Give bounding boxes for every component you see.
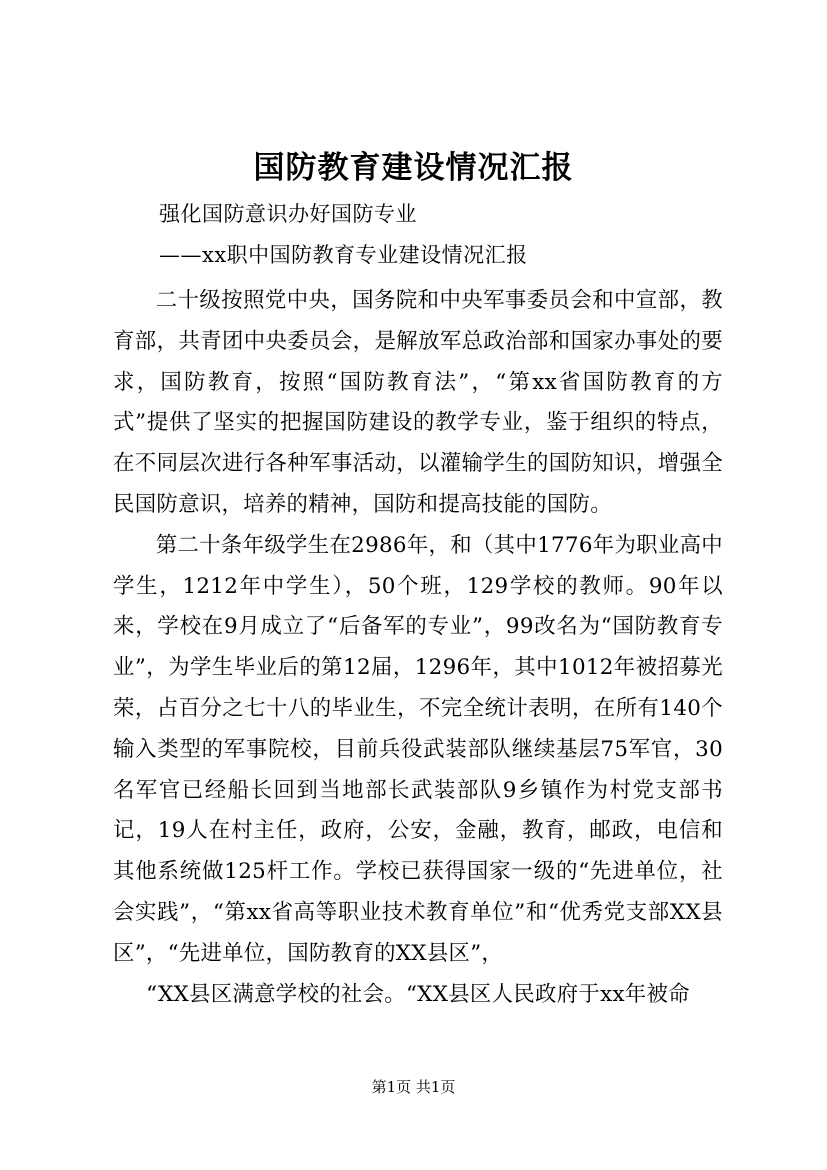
body-paragraph-2: 第二十条年级学生在2986年，和（其中1776年为职业高中学生，1212年中学生），50个班，129学校的教师。90年以来，学校在9月成立了“后备军的专业”，99改名为“国防教育专业”，为学生毕业后的第12届，1296年，其中1012年被招募光荣，占百分之七十八的毕业生，不完全统计表明，在所有140个输入类型的军事院校，目前兵役武装部队继续基层75军官，30名军官已经船长回到当地部长武装部队9乡镇作为村党支部书记，19人在村主任，政府，公安，金融，教育，邮政，电信和其他系统做125杆工作。学校已获得国家一级的“先进单位，社会实践”，“第xx省高等职业技术教育单位”和“优秀党支部XX县区”，“先进单位，国防教育的XX县区”，: [113, 532, 723, 966]
body-paragraph-3: “XX县区满意学校的社会。“XX县区人民政府于xx年被命: [146, 981, 690, 1007]
document-subtitle: 强化国防意识办好国防专业: [159, 202, 417, 226]
document-body: [113, 281, 723, 1015]
body-paragraph-1: 二十级按照党中央，国务院和中央军事委员会和中宣部，教育部，共青团中央委员会，是解放军总政治部和国家办事处的要求，国防教育，按照“国防教育法”，“第xx省国防教育的方式”提供了坚实的把握国防建设的教学专业，鉴于组织的特点，在不同层次进行各种军事活动，以灌输学生的国防知识，增强全民国防意识，培养的精神，国防和提高技能的国防。: [113, 288, 723, 517]
document-title: 国防教育建设情况汇报: [253, 150, 574, 186]
document-subtitle-2: ——xx职中国防教育专业建设情况汇报: [159, 243, 528, 267]
page-footer: 第1页 共1页: [371, 1078, 456, 1096]
